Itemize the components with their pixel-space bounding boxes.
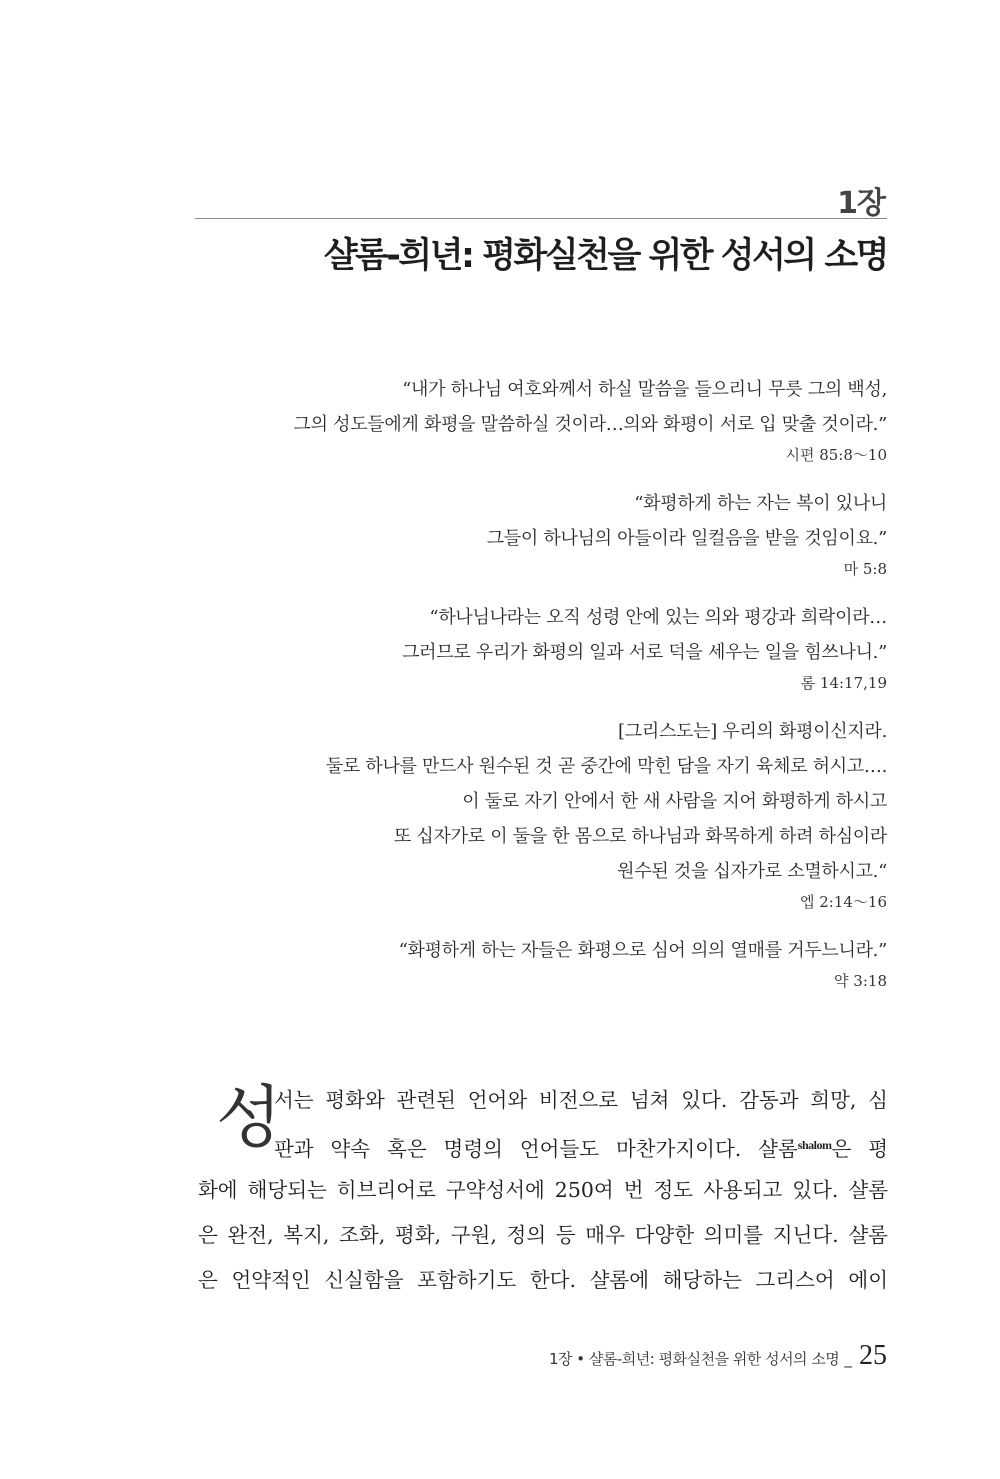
epigraph-matthew — [197, 486, 887, 581]
footer-separator: _ — [844, 1350, 852, 1368]
epigraph-line: “화평하게 하는 자들은 화평으로 심어 의의 열매를 거두느니라.” — [398, 940, 887, 961]
epigraph-james — [197, 933, 887, 993]
chapter-title: 샬롬-희년: 평화실천을 위한 성서의 소명 — [323, 236, 887, 276]
epigraph-section — [197, 372, 887, 1012]
body-line: 화에 해당되는 히브리어로 구약성서에 250여 번 정도 사용되고 있다. 샬롬 — [198, 1178, 888, 1202]
body-line-text: 판과 약속 혹은 명령의 언어들도 마찬가지이다. 샬롬 — [274, 1137, 798, 1161]
epigraph-line: “내가 하나님 여호와께서 하실 말씀을 들으리니 무릇 그의 백성, — [402, 379, 887, 400]
epigraph-reference: 엡 2:14～16 — [799, 893, 887, 911]
epigraph-line: 그러므로 우리가 화평의 일과 서로 덕을 세우는 일을 힘쓰나니.” — [402, 642, 887, 663]
epigraph-reference: 마 5:8 — [843, 560, 887, 578]
epigraph-line: 또 십자가로 이 둘을 한 몸으로 하나님과 화목하게 하려 하심이라 — [393, 826, 887, 847]
epigraph-ephesians — [197, 714, 887, 914]
epigraph-psalm — [197, 372, 887, 467]
epigraph-line: 이 둘로 자기 안에서 한 새 사람을 지어 화평하게 하시고 — [462, 791, 887, 812]
body-line-text: 은 평 — [831, 1137, 888, 1161]
running-head: 1장 • 샬롬-희년: 평화실천을 위한 성서의 소명 — [549, 1350, 840, 1368]
drop-cap: 성 — [216, 1079, 282, 1158]
epigraph-reference: 롬 14:17,19 — [800, 674, 887, 692]
epigraph-romans — [197, 600, 887, 695]
epigraph-line: 그들이 하나님의 아들이라 일컬음을 받을 것임이요.” — [486, 528, 887, 549]
epigraph-line: 그의 성도들에게 화평을 말씀하실 것이라…의와 화평이 서로 입 맞출 것이라.” — [293, 414, 887, 435]
body-line — [198, 1123, 888, 1168]
page-number: 25 — [859, 1340, 887, 1371]
epigraph-line: 둘로 하나를 만드사 원수된 것 곧 중간에 막힌 담을 자기 육체로 허시고…. — [325, 756, 887, 777]
transliteration-superscript: shalom — [797, 1138, 832, 1152]
page-footer — [549, 1340, 887, 1372]
chapter-number: 1장 — [837, 186, 885, 221]
body-line: 은 완전, 복지, 조화, 평화, 구원, 정의 등 매우 다양한 의미를 지닌다. 샬롬 — [198, 1223, 888, 1247]
epigraph-line: [그리스도는] 우리의 화평이신지라. — [618, 721, 887, 742]
body-line: 서는 평화와 관련된 언어와 비전으로 넘쳐 있다. 감동과 희망, 심 — [274, 1088, 888, 1112]
epigraph-line: “하나님나라는 오직 성령 안에 있는 의와 평강과 희락이라… — [429, 607, 887, 628]
epigraph-line: 원수된 것을 십자가로 소멸하시고.“ — [617, 861, 887, 882]
epigraph-reference: 시편 85:8～10 — [785, 446, 887, 464]
body-line: 은 언약적인 신실함을 포함하기도 한다. 샬롬에 해당하는 그리스어 에이 — [198, 1268, 888, 1292]
epigraph-line: “화평하게 하는 자는 복이 있나니 — [634, 493, 887, 514]
epigraph-reference: 약 3:18 — [834, 972, 887, 990]
body-paragraph — [198, 1078, 888, 1303]
header-rule — [195, 218, 887, 219]
